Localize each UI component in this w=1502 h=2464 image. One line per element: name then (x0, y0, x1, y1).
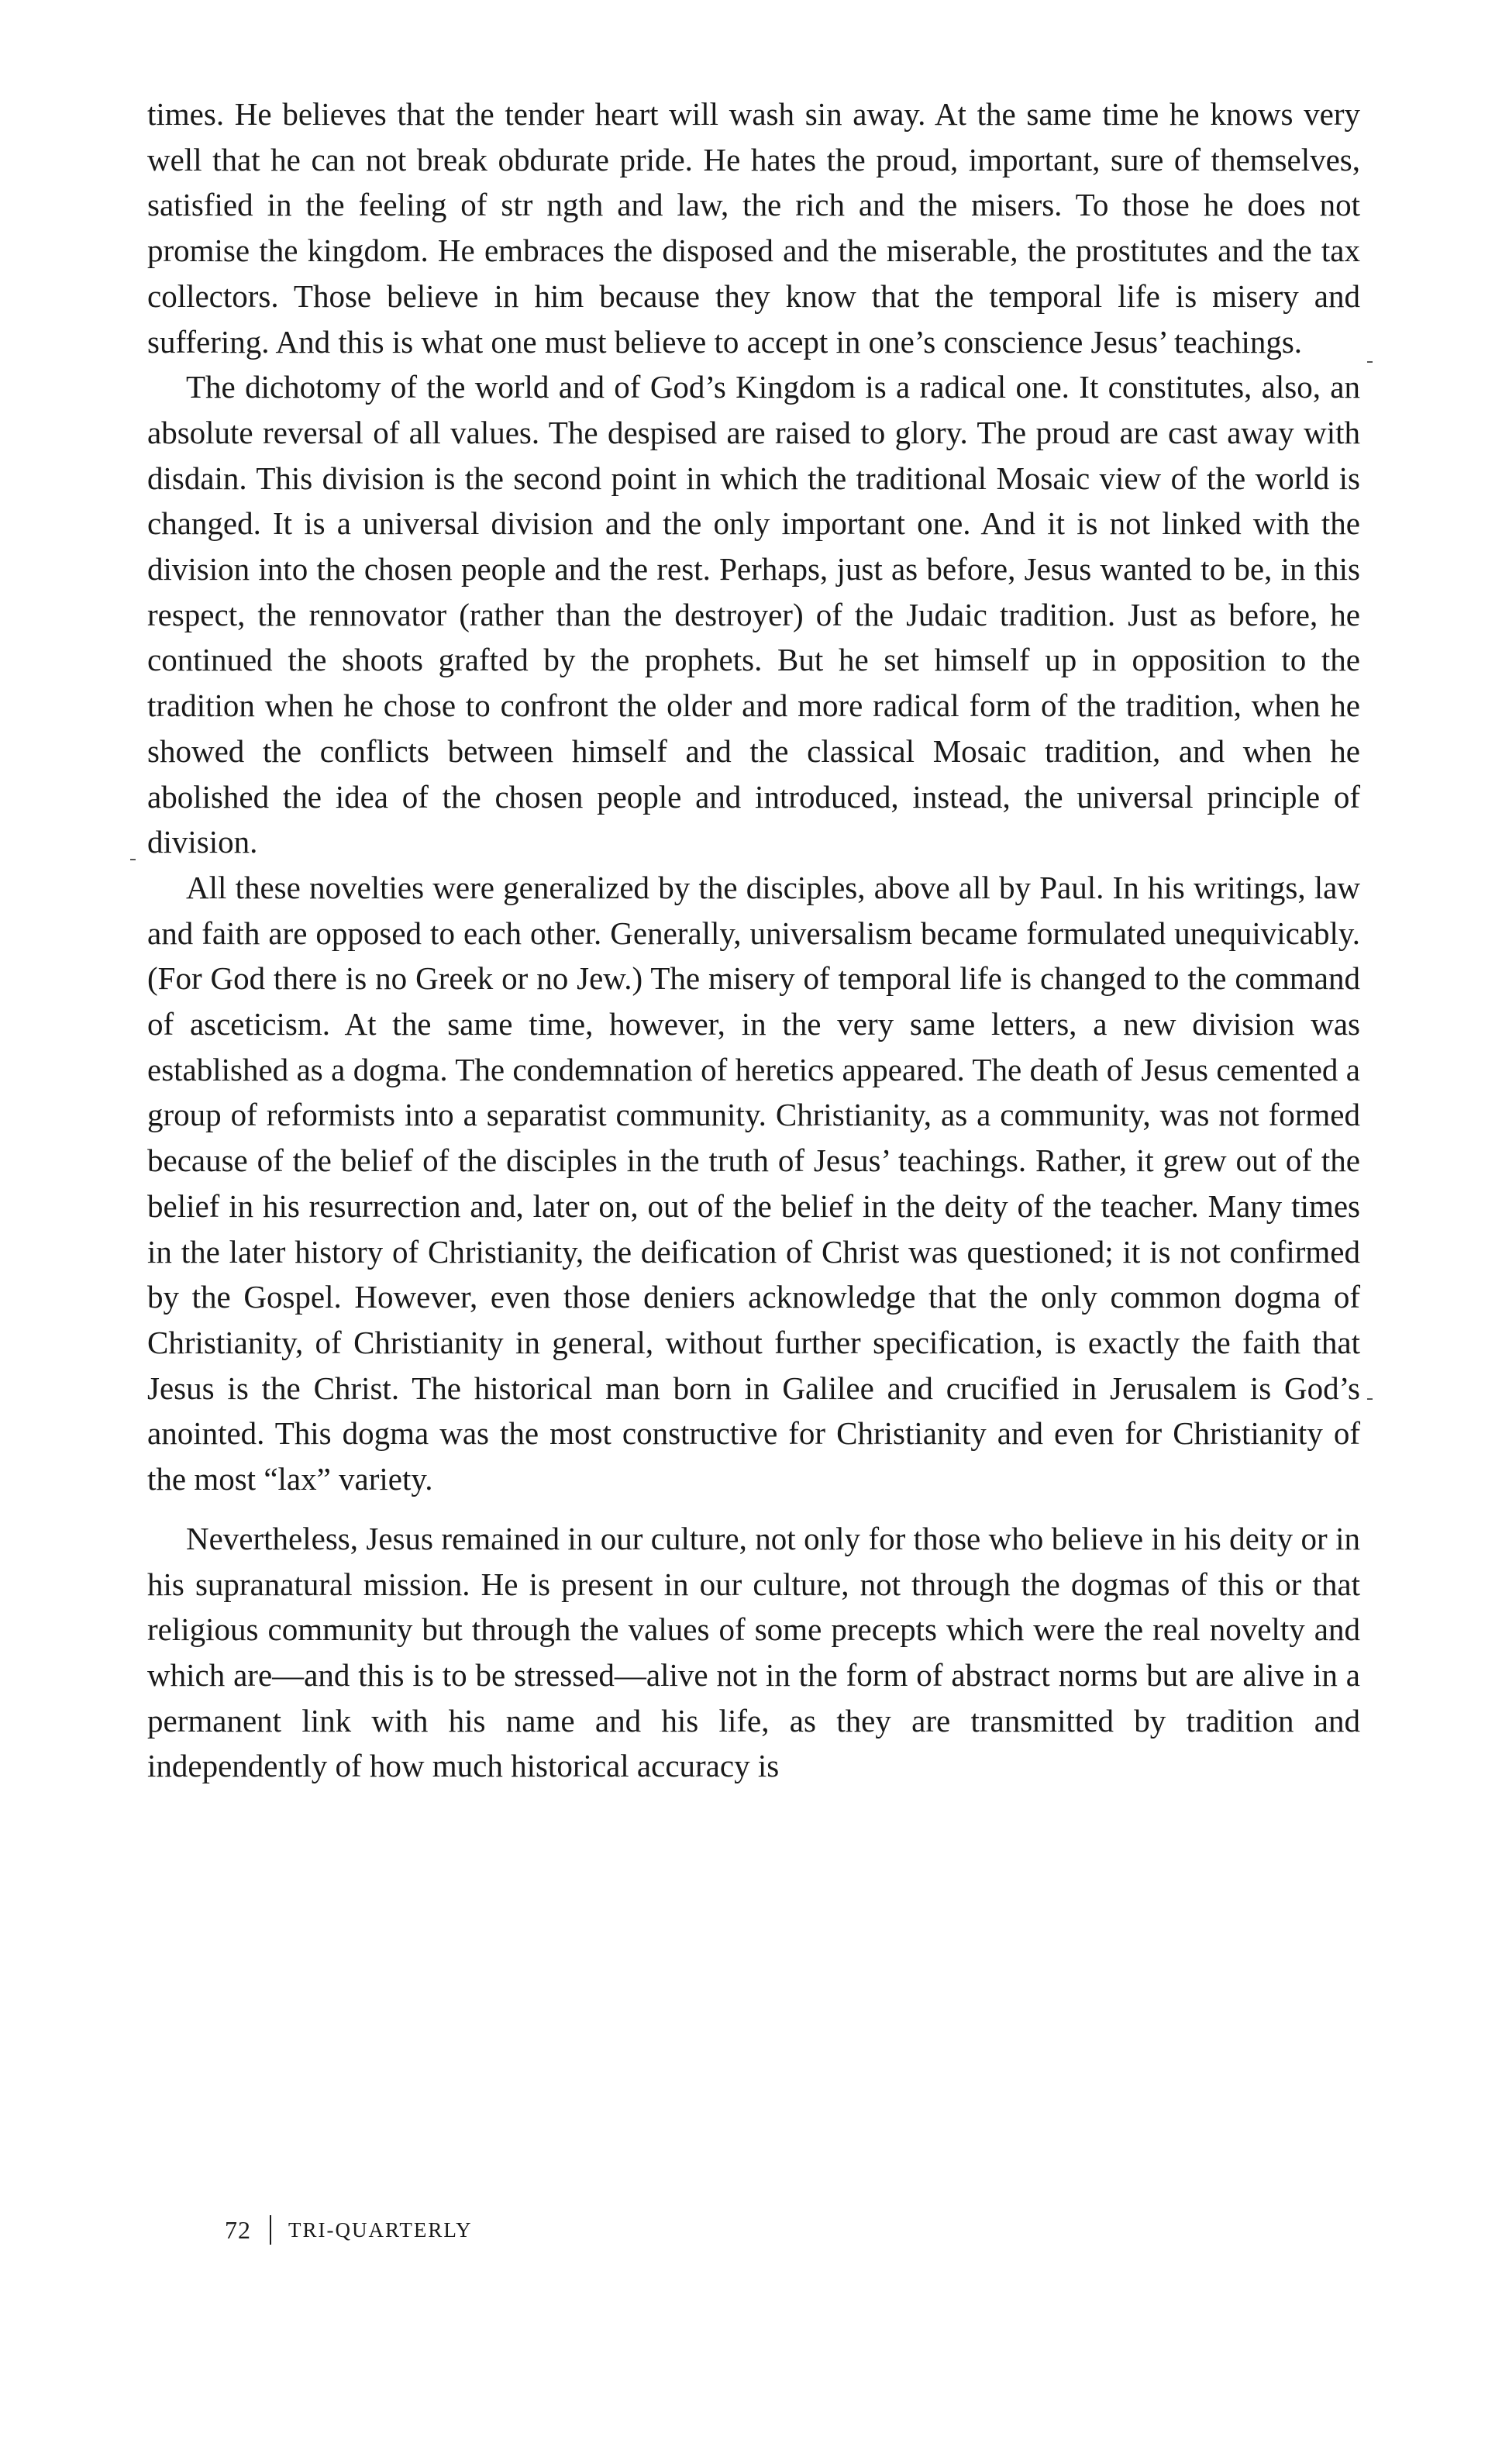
paragraph-1: times. He believes that the tender heart will wash sin away. At the same time he knows very well that he can not break obdurate pride. He hates the proud, important, sure of themselves, satisfied in the feeling of str ngth and law, the rich and the misers. To those he does not promise the kingdom. He embraces the disposed and the miserable, the prostitutes and the tax collectors. Those believe in him because they know that the temporal life is misery and suffering. And this is what one must believe to accept in one’s conscience Jesus’ teachings. (147, 96, 1360, 360)
scan-speck (1367, 1398, 1373, 1400)
scan-speck (130, 859, 136, 860)
page-body (147, 91, 1360, 1789)
paragraph-3: All these novelties were generalized by the disciples, above all by Paul. In his writings, law and faith are opposed to each other. Generally, universalism became formulated unequivicably. (For God there is no Greek or no Jew.) The misery of temporal life is changed to the command of asceticism. At the same time, however, in the very same letters, a new division was established as a dogma. The condemnation of heretics appeared. The death of Jesus cemented a group of reformists into a separatist community. Christianity, as a community, was not formed because of the belief of the disciples in the truth of Jesus’ teachings. Rather, it grew out of the belief in his resurrection and, later on, out of the belief in the deity of the teacher. Many times in the later history of Christianity, the deification of Christ was questioned; it is not confirmed by the Gospel. However, even those deniers acknowledge that the only common dogma of Christianity, of Christianity in general, without further specification, is exactly the faith that Jesus is the Christ. The historical man born in Galilee and crucified in Jerusalem is God’s anointed. This dogma was the most constructive for Christianity and even for Christianity of the most “lax” variety. (147, 869, 1360, 1497)
page-number: 72 (225, 2215, 251, 2244)
page-footer (225, 2215, 473, 2245)
scan-speck (1367, 361, 1373, 363)
paragraph-2: The dichotomy of the world and of God’s Kingdom is a radical one. It constitutes, also, an absolute reversal of all values. The despised are raised to glory. The proud are cast away with disdain. This division is the second point in which the traditional Mosaic view of the world is changed. It is a universal division and the only important one. And it is not linked with the division into the chosen people and the rest. Perhaps, just as before, Jesus wanted to be, in this respect, the rennovator (rather than the destroyer) of the Judaic tradition. Just as before, he continued the shoots grafted by the prophets. But he set himself up in opposition to the tradition when he chose to confront the older and more radical form of the tradition, when he showed the conflicts between himself and the classical Mosaic tradition, and when he abolished the idea of the chosen people and introduced, instead, the universal principle of division. (147, 369, 1360, 860)
paragraph-4: Nevertheless, Jesus remained in our culture, not only for those who believe in his deity or in his supranatural mission. He is present in our culture, not through the dogmas of this or that religious community but through the values of some precepts which were the real novelty and which are—and this is to be stressed—alive not in the form of abstract norms but are alive in a permanent link with his name and his life, as they are transmitted by tradition and independently of how much historical accuracy is (147, 1520, 1360, 1784)
footer-divider (270, 2215, 271, 2245)
journal-title: TRI-QUARTERLY (288, 2218, 473, 2242)
